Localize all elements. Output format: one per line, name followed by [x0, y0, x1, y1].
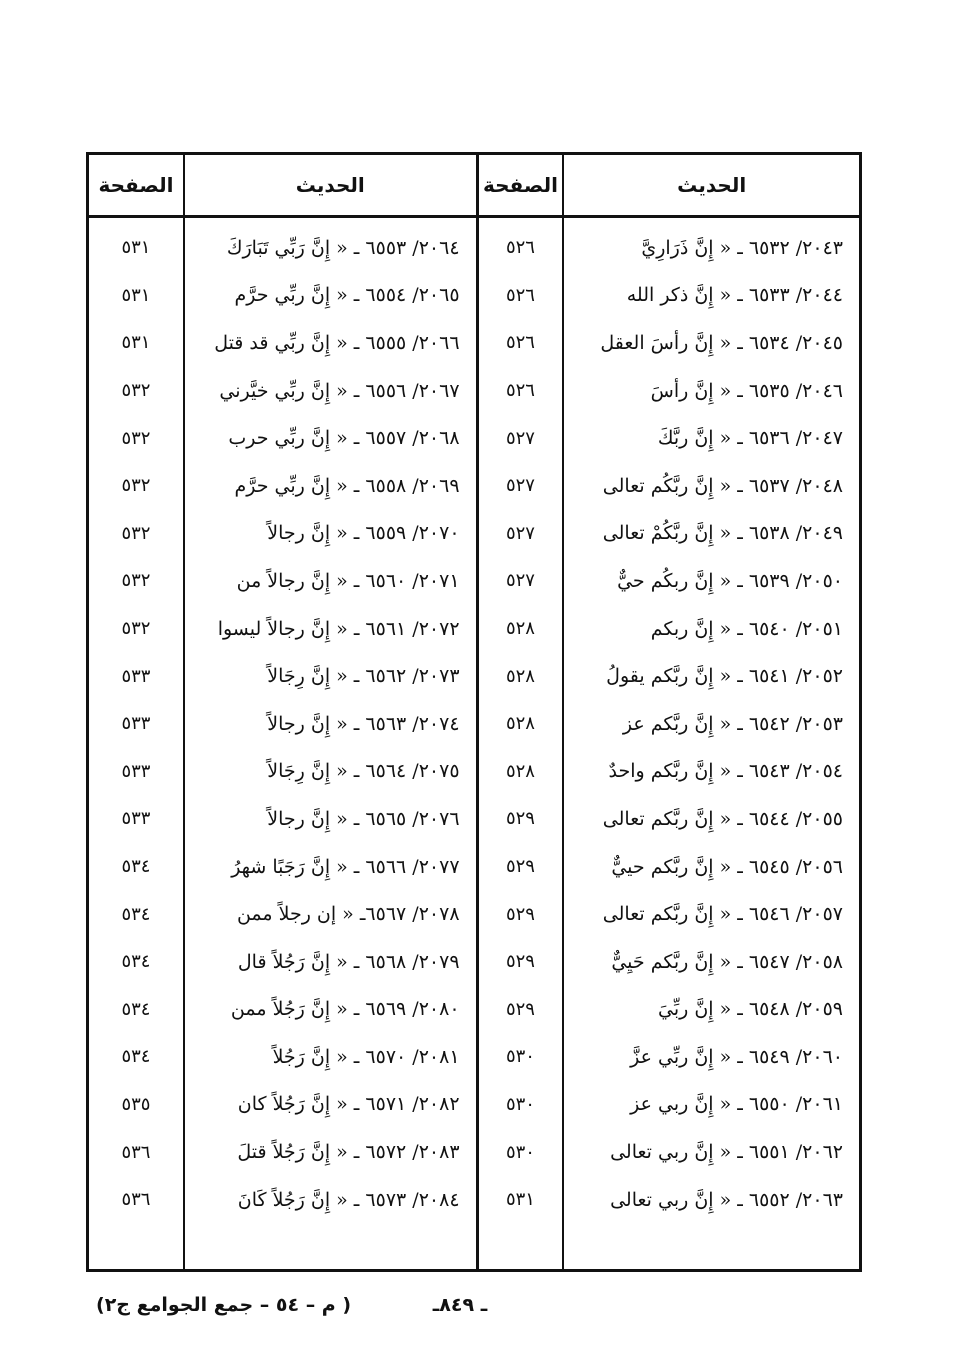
table-row: [88, 986, 861, 1034]
hadith-entry-left: ٢٠٦٧/ ٦٥٥٦ ـ « إِنَّ ربِّي خيَّرني: [184, 367, 477, 415]
page-ref-left: ٥٣٤: [121, 951, 151, 973]
table-row: [88, 1033, 861, 1081]
table-row: [88, 890, 861, 938]
hadith-entry-left: ٢٠٧٥/ ٦٥٦٤ ـ « إِنَّ رِجَالاً: [184, 748, 477, 796]
table-top-padding: [88, 217, 861, 225]
table-row: [88, 843, 861, 891]
hadith-entry-right: ٢٠٦٠/ ٦٥٤٩ ـ « إِنَّ ربِّي عزَّ: [563, 1033, 860, 1081]
page-ref-left: ٥٣٢: [121, 427, 151, 449]
hadith-entry-right: ٢٠٥٧/ ٦٥٤٦ ـ « إِنَّ ربَّكم تعالى: [563, 890, 860, 938]
page-ref-left: ٥٣٦: [121, 1141, 151, 1163]
hadith-entry-right: ٢٠٥٢/ ٦٥٤١ ـ « إِنَّ ربَّكم يقولُ: [563, 652, 860, 700]
hadith-entry-right: ٢٠٥٥/ ٦٥٤٤ ـ « إِنَّ ربَّكم تعالى: [563, 795, 860, 843]
hadith-entry-right: ٢٠٥٠/ ٦٥٣٩ ـ « إِنَّ ربكُم حيٌّ: [563, 557, 860, 605]
hadith-entry-right: ٢٠٤٦/ ٦٥٣٥ ـ « إِنَّ رأسَ: [563, 367, 860, 415]
page-ref-left: ٥٣٣: [121, 808, 151, 830]
table-row: [88, 272, 861, 320]
page-ref-left: ٥٣٤: [121, 998, 151, 1020]
page-ref-left: ٥٣٤: [121, 903, 151, 925]
hadith-entry-left: ٢٠٨١/ ٦٥٧٠ ـ « إِنَّ رَجُلاً: [184, 1033, 477, 1081]
page-ref-right: ٥٢٧: [477, 462, 563, 510]
hadith-entry-right: ٢٠٥٣/ ٦٥٤٢ ـ « إِنَّ ربَّكم عز: [563, 700, 860, 748]
table-row: [88, 1128, 861, 1176]
hadith-entry-left: ٢٠٦٦/ ٦٥٥٥ ـ « إِنَّ ربِّي قد قتل: [184, 319, 477, 367]
hadith-entry-left: ٢٠٦٩/ ٦٥٥٨ ـ « إِنَّ ربِّي حرَّم: [184, 462, 477, 510]
hadith-entry-right: ٢٠٥١/ ٦٥٤٠ ـ « إِنَّ ربكم: [563, 605, 860, 653]
page-ref-left: ٥٣٤: [121, 856, 151, 878]
table-row: [88, 414, 861, 462]
table-bottom-spacer: [88, 1223, 861, 1270]
page-ref-right: ٥٣٠: [477, 1128, 563, 1176]
page-ref-right: ٥٢٧: [477, 414, 563, 462]
hadith-entry-left: ٢٠٧٨/ ٦٥٦٧ـ « إن رجلاً ممن: [184, 890, 477, 938]
hadith-entry-left: ٢٠٨٠/ ٦٥٦٩ ـ « إِنَّ رَجُلاً ممن: [184, 986, 477, 1034]
page-ref-left: ٥٣١: [121, 284, 151, 306]
hadith-entry-left: ٢٠٨٣/ ٦٥٧٢ ـ « إِنَّ رَجُلاً قتلَ: [184, 1128, 477, 1176]
hadith-entry-right: ٢٠٦٣/ ٦٥٥٢ ـ « إِنَّ ربي تعالى: [563, 1176, 860, 1224]
header-page-left: الصفحة: [88, 154, 184, 217]
table-row: [88, 700, 861, 748]
table-row: [88, 319, 861, 367]
hadith-entry-left: ٢٠٧٩/ ٦٥٦٨ ـ « إِنَّ رَجُلاً قال: [184, 938, 477, 986]
hadith-entry-right: ٢٠٥٩/ ٦٥٤٨ ـ « إِنَّ ربِّيَ: [563, 986, 860, 1034]
hadith-entry-left: ٢٠٧٦/ ٦٥٦٥ ـ « إِنَّ رجالاً: [184, 795, 477, 843]
page-ref-left: ٥٣١: [121, 237, 151, 259]
hadith-entry-right: ٢٠٤٤/ ٦٥٣٣ ـ « إِنَّ ذكر الله: [563, 272, 860, 320]
header-hadith-right: الحديث: [563, 154, 860, 217]
table-row: [88, 1176, 861, 1224]
hadith-entry-right: ٢٠٤٨/ ٦٥٣٧ ـ « إِنَّ ربَّكُم تعالى: [563, 462, 860, 510]
table-row: [88, 605, 861, 653]
page-ref-left: ٥٣٢: [121, 618, 151, 640]
hadith-entry-right: ٢٠٥٨/ ٦٥٤٧ ـ « إِنَّ ربَّكم حَيِيٌّ: [563, 938, 860, 986]
hadith-entry-right: ٢٠٤٧/ ٦٥٣٦ ـ « إِنَّ ربَّكَ: [563, 414, 860, 462]
page-ref-left: ٥٣٢: [121, 475, 151, 497]
table-row: [88, 795, 861, 843]
hadith-entry-left: ٢٠٨٤/ ٦٥٧٣ ـ « إِنَّ رَجُلاً كَانَ: [184, 1176, 477, 1224]
hadith-entry-left: ٢٠٦٨/ ٦٥٥٧ ـ « إِنَّ ربِّي حرب: [184, 414, 477, 462]
hadith-entry-left: ٢٠٧٧/ ٦٥٦٦ ـ « إِنَّ رَجَبًا شهرُ: [184, 843, 477, 891]
page-ref-right: ٥٢٦: [477, 224, 563, 272]
hadith-entry-right: ٢٠٥٤/ ٦٥٤٣ ـ « إِنَّ ربَّكم واحدٌ: [563, 748, 860, 796]
page-ref-left: ٥٣٢: [121, 380, 151, 402]
table-row: [88, 462, 861, 510]
hadith-entry-left: ٢٠٨٢/ ٦٥٧١ ـ « إِنَّ رَجُلاً كان: [184, 1081, 477, 1129]
volume-reference: ( م – ٥٤ – جمع الجوامع ج٢): [96, 1294, 352, 1316]
table-row: [88, 938, 861, 986]
page-ref-right: ٥٣٠: [477, 1081, 563, 1129]
hadith-entry-right: ٢٠٦١/ ٦٥٥٠ ـ « إِنَّ ربي عز: [563, 1081, 860, 1129]
hadith-entry-right: ٢٠٦٢/ ٦٥٥١ ـ « إِنَّ ربي تعالى: [563, 1128, 860, 1176]
hadith-entry-left: ٢٠٦٤/ ٦٥٥٣ ـ « إِنَّ رَبِّي تَبَارَكَ: [184, 224, 477, 272]
page-ref-right: ٥٢٦: [477, 319, 563, 367]
page-ref-left: ٥٣٣: [121, 760, 151, 782]
table-header-row: [88, 154, 861, 217]
hadith-entry-left: ٢٠٧٢/ ٦٥٦١ ـ « إِنَّ رجالاً ليسوا: [184, 605, 477, 653]
page-ref-left: ٥٣٣: [121, 665, 151, 687]
table-row: [88, 652, 861, 700]
hadith-entry-left: ٢٠٧٠/ ٦٥٥٩ ـ « إِنَّ رجالاً: [184, 510, 477, 558]
page-ref-right: ٥٢٦: [477, 367, 563, 415]
page-ref-right: ٥٢٩: [477, 795, 563, 843]
table-row: [88, 748, 861, 796]
table-row: [88, 367, 861, 415]
table-row: [88, 510, 861, 558]
page-ref-left: ٥٣٣: [121, 713, 151, 735]
page-ref-left: ٥٣٥: [121, 1093, 151, 1115]
page-ref-right: ٥٢٩: [477, 843, 563, 891]
hadith-entry-left: ٢٠٧٤/ ٦٥٦٣ ـ « إِنَّ رجالاً: [184, 700, 477, 748]
hadith-entry-right: ٢٠٤٥/ ٦٥٣٤ ـ « إِنَّ رأسَ العقل: [563, 319, 860, 367]
page-ref-right: ٥٢٨: [477, 605, 563, 653]
hadith-index-table: [86, 152, 862, 1272]
header-page-right: الصفحة: [477, 154, 563, 217]
page-ref-right: ٥٢٦: [477, 272, 563, 320]
page-ref-right: ٥٢٨: [477, 652, 563, 700]
page-ref-right: ٥٢٩: [477, 890, 563, 938]
page-ref-left: ٥٣٤: [121, 1046, 151, 1068]
page-ref-right: ٥٢٩: [477, 986, 563, 1034]
hadith-entry-left: ٢٠٦٥/ ٦٥٥٤ ـ « إِنَّ ربِّي حرَّم: [184, 272, 477, 320]
hadith-entry-left: ٢٠٧٣/ ٦٥٦٢ ـ « إِنَّ رِجَالاً: [184, 652, 477, 700]
page-ref-left: ٥٣١: [121, 332, 151, 354]
table-row: [88, 1081, 861, 1129]
hadith-entry-left: ٢٠٧١/ ٦٥٦٠ ـ « إِنَّ رجالاً من: [184, 557, 477, 605]
page-ref-right: ٥٢٨: [477, 700, 563, 748]
page-ref-right: ٥٢٩: [477, 938, 563, 986]
page-ref-left: ٥٣٢: [121, 570, 151, 592]
page-ref-right: ٥٢٨: [477, 748, 563, 796]
hadith-entry-right: ٢٠٥٦/ ٦٥٤٥ ـ « إِنَّ ربَّكم حييٌّ: [563, 843, 860, 891]
page-ref-right: ٥٢٧: [477, 557, 563, 605]
page-ref-left: ٥٣٦: [121, 1189, 151, 1211]
page-ref-left: ٥٣٢: [121, 522, 151, 544]
page-ref-right: ٥٢٧: [477, 510, 563, 558]
page-ref-right: ٥٣١: [477, 1176, 563, 1224]
table-body: [88, 217, 861, 1271]
table-row: [88, 224, 861, 272]
hadith-entry-right: ٢٠٤٩/ ٦٥٣٨ ـ « إِنَّ ربَّكُمْ تعالى: [563, 510, 860, 558]
header-hadith-left: الحديث: [184, 154, 477, 217]
table-row: [88, 557, 861, 605]
page-number: ـ ٨٤٩ـ: [432, 1294, 488, 1316]
hadith-entry-right: ٢٠٤٣/ ٦٥٣٢ ـ « إِنَّ ذَرَارِيَّ: [563, 224, 860, 272]
page-ref-right: ٥٣٠: [477, 1033, 563, 1081]
